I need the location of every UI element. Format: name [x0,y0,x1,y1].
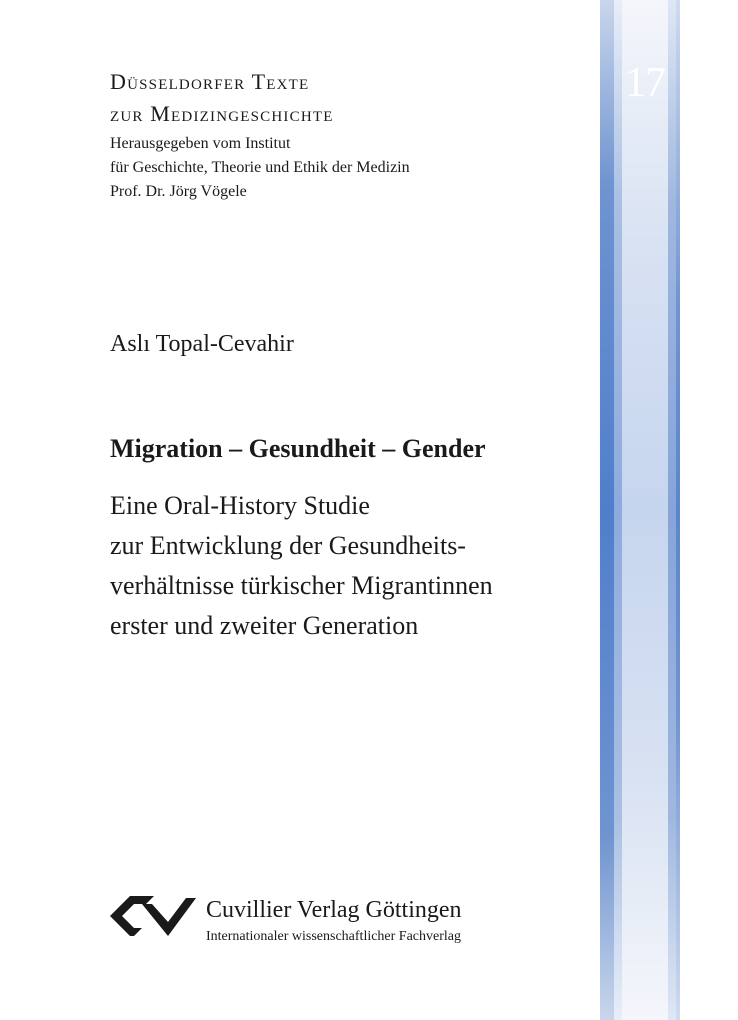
editor-line-3: Prof. Dr. Jörg Vögele [110,183,247,200]
cv-logo-icon [108,892,196,940]
publisher-tagline: Internationaler wissenschaftlicher Fachverlag [206,929,462,944]
publisher-name: Cuvillier Verlag Göttingen [206,897,462,923]
cover-stripe-mid [614,0,622,1020]
book-title: Migration – Gesundheit – Gender [110,434,486,463]
cover-stripe-mid-right [668,0,676,1020]
editor-info [110,132,410,204]
volume-number: 17 [625,60,665,106]
subtitle-line-1: Eine Oral-History Studie [110,491,370,520]
cover-stripe-edge [676,0,680,1020]
cover-stripe-dark [600,0,614,1020]
subtitle-line-3: verhältnisse türkischer Migrantinnen [110,571,493,600]
series-title-line-2: zur Medizingeschichte [110,101,334,126]
series-title-line-1: Düsseldorfer Texte [110,69,310,94]
editor-line-2: für Geschichte, Theorie und Ethik der Medizin [110,159,410,176]
subtitle-line-2: zur Entwicklung der Gesundheits- [110,531,466,560]
author-name: Aslı Topal-Cevahir [110,331,294,357]
editor-line-1: Herausgegeben vom Institut [110,135,291,152]
cover-stripe-light [622,0,668,1020]
book-subtitle [110,486,493,646]
series-title [110,66,334,130]
subtitle-line-4: erster und zweiter Generation [110,611,419,640]
